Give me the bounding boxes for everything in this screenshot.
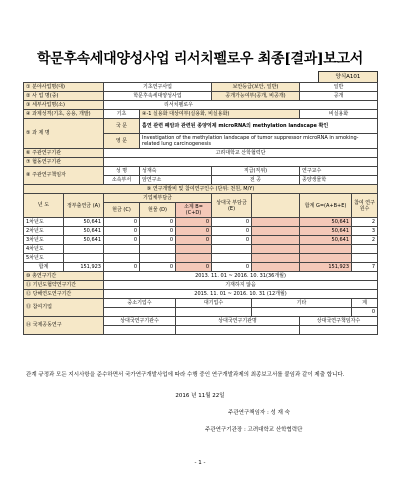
cell-other: 0 bbox=[212, 218, 252, 227]
cell-subtotal: 0 bbox=[176, 227, 212, 236]
cell-inkind: 0 bbox=[140, 227, 176, 236]
sub-label: 상대국연구기관수 bbox=[104, 317, 176, 326]
cell-subtotal: 0 bbox=[176, 236, 212, 245]
form-number-badge: 양식A101 bbox=[318, 71, 378, 83]
field-label: ⑩ 총연구기간 bbox=[24, 272, 104, 281]
submission-statement: 관계 규정과 모든 지시사항을 준수하면서 국가연구개발사업에 따라 수행 중인 연구개발과제의 최종보고서를 붙임과 같이 제출 합니다. bbox=[26, 372, 345, 378]
sub-label: 기타 bbox=[252, 299, 352, 308]
cell-total: 151,923 bbox=[300, 263, 352, 272]
cell-other bbox=[212, 245, 252, 254]
field-value bbox=[104, 158, 378, 167]
report-title: 학문후속세대양성사업 리서치펠로우 최종[결과]보고서 bbox=[37, 51, 363, 67]
submission-date: 2016 년 11월 22일 bbox=[175, 393, 225, 399]
value-cell bbox=[176, 308, 252, 317]
field-value: 연구교수 bbox=[300, 167, 378, 176]
field-label: ⑤ 과 제 명 bbox=[24, 119, 104, 149]
table-row bbox=[24, 236, 378, 245]
cell-researchers bbox=[352, 245, 378, 254]
sub-label: 성 명 bbox=[104, 167, 140, 176]
cell-gov bbox=[64, 245, 104, 254]
cell-spacer bbox=[252, 218, 300, 227]
field-value: 고려대학교 산학협력단 bbox=[104, 149, 378, 158]
sub-label: 영 문 bbox=[104, 134, 140, 149]
table-row bbox=[24, 254, 378, 263]
cell-spacer bbox=[252, 254, 300, 263]
field-value: 2013. 11. 01 ~ 2016. 10. 31(36개월) bbox=[104, 272, 378, 281]
cell-total bbox=[300, 245, 352, 254]
sub-label: 직급(직위) bbox=[212, 167, 300, 176]
section-header: ⑨ 연구개발비 및 참여연구인수 (단위: 천원, M/Y) bbox=[24, 185, 378, 194]
cell-cash bbox=[104, 245, 140, 254]
cell-total: 50,641 bbox=[300, 218, 352, 227]
field-label: 공개가능여부(공개, 비공개) bbox=[212, 92, 300, 101]
sub-label: 전 공 bbox=[212, 176, 300, 185]
col-header: 기업체부담금 bbox=[104, 194, 212, 203]
field-value: 암연구소 bbox=[140, 176, 212, 185]
cell-cash bbox=[104, 254, 140, 263]
cell-subtotal: 0 bbox=[176, 263, 212, 272]
cell-year: 5차년도 bbox=[24, 254, 64, 263]
cell-other: 0 bbox=[212, 236, 252, 245]
field-label: ⑬ 참여기업 bbox=[24, 299, 104, 317]
value-cell bbox=[176, 326, 300, 335]
field-value: 학문후속세대양성사업 bbox=[104, 92, 212, 101]
cell-inkind: 0 bbox=[140, 236, 176, 245]
field-label: ⑧ 주관연구책임자 bbox=[24, 167, 104, 185]
cell-researchers: 2 bbox=[352, 218, 378, 227]
col-header: 상대국 부담금 (E) bbox=[212, 194, 252, 218]
cell-gov: 151,923 bbox=[64, 263, 104, 272]
cell-subtotal: 0 bbox=[176, 218, 212, 227]
field-value: 기재하지 않음 bbox=[104, 281, 378, 290]
title-english: Investigation of the methylation landscape of tumor suppressor microRNA in smoking-related lung carcinogenesis bbox=[140, 134, 378, 149]
field-value: 기초연구사업 bbox=[104, 83, 212, 92]
cell-year: 3차년도 bbox=[24, 236, 64, 245]
col-header: 합계 G=(A+B+E) bbox=[300, 194, 352, 218]
value-cell bbox=[104, 308, 176, 317]
cell-cash: 0 bbox=[104, 236, 140, 245]
cell-researchers bbox=[352, 254, 378, 263]
field-label: ④ 과제성격(기초, 응용, 개발) bbox=[24, 110, 104, 119]
table-row bbox=[24, 245, 378, 254]
col-header: 정부출연금 (A) bbox=[64, 194, 104, 218]
col-header: 현금 (C) bbox=[104, 203, 140, 218]
sub-label: 대기업수 bbox=[176, 299, 252, 308]
cell-cash: 0 bbox=[104, 227, 140, 236]
value-cell bbox=[104, 326, 176, 335]
cell-inkind bbox=[140, 245, 176, 254]
table-row bbox=[24, 218, 378, 227]
title-korean: 흡연 관련 폐암과 관련된 종양억제 microRNA의 methylation landscape 확인 bbox=[140, 119, 378, 134]
cell-total: 50,641 bbox=[300, 227, 352, 236]
field-value: 성재숙 bbox=[140, 167, 212, 176]
field-label: ① 분야사업명(대) bbox=[24, 83, 104, 92]
col-header bbox=[252, 203, 300, 218]
cell-gov: 50,641 bbox=[64, 218, 104, 227]
sub-label: 중소기업수 bbox=[104, 299, 176, 308]
field-value: 리서치펠로우 bbox=[104, 101, 378, 110]
value-cell bbox=[300, 326, 378, 335]
sub-label: 상대국연구기관명 bbox=[176, 317, 300, 326]
field-value: 공개 bbox=[300, 92, 378, 101]
field-label: ④-1 실용화 대상여부(실용화, 비실용화) bbox=[140, 110, 300, 119]
cell-inkind bbox=[140, 254, 176, 263]
cell-total bbox=[300, 254, 352, 263]
sub-label: 소속부서 bbox=[104, 176, 140, 185]
cell-researchers: 2 bbox=[352, 236, 378, 245]
cell-inkind: 0 bbox=[140, 263, 176, 272]
col-header: 년 도 bbox=[24, 194, 64, 218]
field-label: ⑥ 주관연구기관 bbox=[24, 149, 104, 158]
cell-year: 1차년도 bbox=[24, 218, 64, 227]
value-cell bbox=[252, 308, 352, 317]
cell-spacer bbox=[252, 236, 300, 245]
field-label: 보안등급(보안, 일반) bbox=[212, 83, 300, 92]
field-label: ③ 세부사업명(소) bbox=[24, 101, 104, 110]
col-header bbox=[252, 194, 300, 203]
table-row-total bbox=[24, 263, 378, 272]
field-label: ⑭ 국제공동연구 bbox=[24, 317, 104, 335]
col-header: 현물 (D) bbox=[140, 203, 176, 218]
cell-gov: 50,641 bbox=[64, 236, 104, 245]
principal-investigator-line: 주관연구책임자 : 성 재 숙 bbox=[228, 410, 290, 416]
col-header: 소계 B=(C+D) bbox=[176, 203, 212, 218]
cell-gov: 50,641 bbox=[64, 227, 104, 236]
field-label: ⑫ 당해연도연구기간 bbox=[24, 290, 104, 299]
cell-year: 합계 bbox=[24, 263, 64, 272]
cell-other bbox=[212, 254, 252, 263]
field-label: ② 사 업 명(중) bbox=[24, 92, 104, 101]
cell-total: 50,641 bbox=[300, 236, 352, 245]
cell-subtotal bbox=[176, 245, 212, 254]
cell-cash: 0 bbox=[104, 218, 140, 227]
field-label: ⑪ 기년도협약연구기간 bbox=[24, 281, 104, 290]
cell-inkind: 0 bbox=[140, 218, 176, 227]
field-value: 기초 bbox=[104, 110, 140, 119]
field-value: 종양생물학 bbox=[300, 176, 378, 185]
cell-other: 0 bbox=[212, 227, 252, 236]
field-value: 2015. 11. 01 ~ 2016. 10. 31 (12개월) bbox=[104, 290, 378, 299]
cell-subtotal bbox=[176, 254, 212, 263]
cell-year: 4차년도 bbox=[24, 245, 64, 254]
field-value: 일반 bbox=[300, 83, 378, 92]
col-header: 참여 연구원수 bbox=[352, 194, 378, 218]
cell-spacer bbox=[252, 263, 300, 272]
field-label: ⑦ 협동연구기관 bbox=[24, 158, 104, 167]
table-row bbox=[24, 227, 378, 236]
cell-researchers: 3 bbox=[352, 227, 378, 236]
cell-year: 2차년도 bbox=[24, 227, 64, 236]
sub-label: 계 bbox=[352, 299, 378, 308]
report-form-table bbox=[23, 82, 378, 335]
cell-researchers: 7 bbox=[352, 263, 378, 272]
page-number: - 1 - bbox=[194, 460, 206, 466]
cell-spacer bbox=[252, 227, 300, 236]
sub-label: 국 문 bbox=[104, 119, 140, 134]
cell-spacer bbox=[252, 245, 300, 254]
sub-label: 상대국연구책임자수 bbox=[300, 317, 378, 326]
cell-other: 0 bbox=[212, 263, 252, 272]
cell-gov bbox=[64, 254, 104, 263]
cell-cash: 0 bbox=[104, 263, 140, 272]
participating-company-total: 0 bbox=[352, 308, 378, 317]
field-value: 비실용화 bbox=[300, 110, 378, 119]
institution-head-line: 주관연구기관장 : 고려대학교 산학협력단 bbox=[205, 427, 303, 433]
